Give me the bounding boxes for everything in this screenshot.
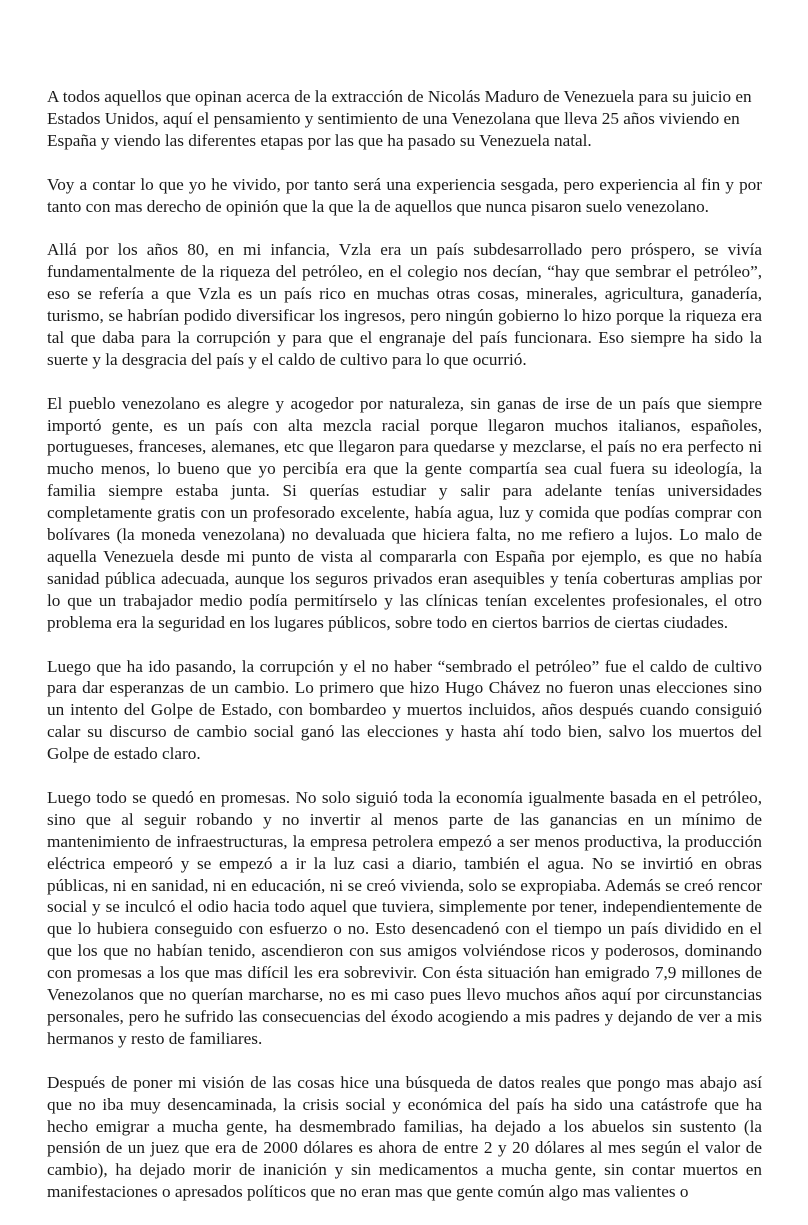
paragraph-intro: A todos aquellos que opinan acerca de la extracción de Nicolás Maduro de Venezuela para su juicio en Estados Unidos, aquí el pensamiento y sentimiento de una Venezolana que lleva 25 años viviendo en España y viendo las diferentes etapas por las que ha pasado su Venezuela natal. [47, 87, 752, 150]
paragraph-chavez: Luego que ha ido pasando, la corrupción y el no haber “sembrado el petróleo” fue el caldo de cultivo para dar esperanzas de un cambio. Lo primero que hizo Hugo Chávez no fueron unas elecciones sino un intento del Golpe de Estado, con bombardeo y muertos incluidos, años después cuando consiguió calar su discurso de cambio social ganó las elecciones y hasta ahí todo bien, salvo los muertos del Golpe de estado claro. [47, 656, 762, 764]
paragraph-data-search: Después de poner mi visión de las cosas hice una búsqueda de datos reales que pongo mas abajo así que no iba muy desencaminada, la crisis social y económica del país ha sido una catástrofe que ha hecho emigrar a mucha gente, ha desmembrado familias, ha dejado a los abuelos sin sustento (la pensión de un juez que era de 2000 dólares es ahora de entre 2 y 20 dólares al mes según el valor de cambio), ha dejado morir de inanición y sin medicamentos a mucha gente, sin contar muertos en manifestaciones o apresados políticos que no eran mas que gente común algo mas valientes o [47, 1072, 762, 1202]
paragraph-promises: Luego todo se quedó en promesas. No solo siguió toda la economía igualmente basada en el petróleo, sino que al seguir robando y no invertir al menos parte de las ganancias en un mínimo de mantenimiento de infraestructuras, la empresa petrolera empezó a ser menos productiva, la producción eléctrica empeoró y se empezó a ir la luz casi a diario, también el agua. No se invirtió en obras públicas, ni en sanidad, ni en educación, ni se creó vivienda, solo se expropiaba. Además se creó rencor social y se inculcó el odio hacia todo aquel que tuviera, simplemente por tener, independientemente de que lo hubiera conseguido con esfuerzo o no. Esto desencadenó con el tiempo un país dividido en el que los que no habían tenido, ascendieron con sus amigos volviéndose ricos y poderosos, dominando con promesas a los que mas difícil les era sobrevivir. Con ésta situación han emigrado 7,9 millones de Venezolanos que no querían marcharse, no es mi caso pues llevo muchos años aquí por circunstancias personales, pero he sufrido las consecuencias del éxodo acogiendo a mis padres y dejando de ver a mis hermanos y resto de familiares. [47, 787, 762, 1048]
paragraph-eighties: Allá por los años 80, en mi infancia, Vzla era un país subdesarrollado pero próspero, se vivía fundamentalmente de la riqueza del petróleo, en el colegio nos decían, “hay que sembrar el petróleo”, eso se refería a que Vzla es un país rico en muchas otras cosas, minerales, agricultura, ganadería, turismo, se habrían podido diversificar los ingresos, pero ningún gobierno lo hizo porque la riqueza era tal que daba para la corrupción y para que el engranaje del país funcionara. Eso siempre ha sido la suerte y la desgracia del país y el caldo de cultivo para lo que ocurrió. [47, 240, 762, 369]
paragraph-experience: Voy a contar lo que yo he vivido, por tanto será una experiencia sesgada, pero experiencia al fin y por tanto con mas derecho de opinión que la que la de aquellos que nunca pisaron suelo venezolano. [47, 174, 762, 216]
paragraph-people: El pueblo venezolano es alegre y acogedor por naturaleza, sin ganas de irse de un país que siempre importó gente, es un país con alta mezcla racial porque llegaron muchos italianos, españoles, portugueses, franceses, alemanes, etc que llegaron para quedarse y mezclarse, el país no era perfecto ni mucho menos, lo bueno que yo percibía era que la gente compartía sea cual fuera su ideología, la familia siempre estaba junta. Si querías estudiar y salir para adelante tenías universidades completamente gratis con un profesorado excelente, había agua, luz y comida que podías comprar con bolívares (la moneda venezolana) no devaluada que hiciera falta, no me refiero a lujos. Lo malo de aquella Venezuela desde mi punto de vista al compararla con España por ejemplo, es que no había sanidad pública adecuada, aunque los seguros privados eran asequibles y tenía coberturas amplias por lo que un trabajador medio podía permitírselo y las clínicas tenían excelentes profesionales, el otro problema era la seguridad en los lugares públicos, sobre todo en ciertos barrios de ciertas ciudades. [47, 393, 762, 632]
document-body [47, 86, 762, 1225]
